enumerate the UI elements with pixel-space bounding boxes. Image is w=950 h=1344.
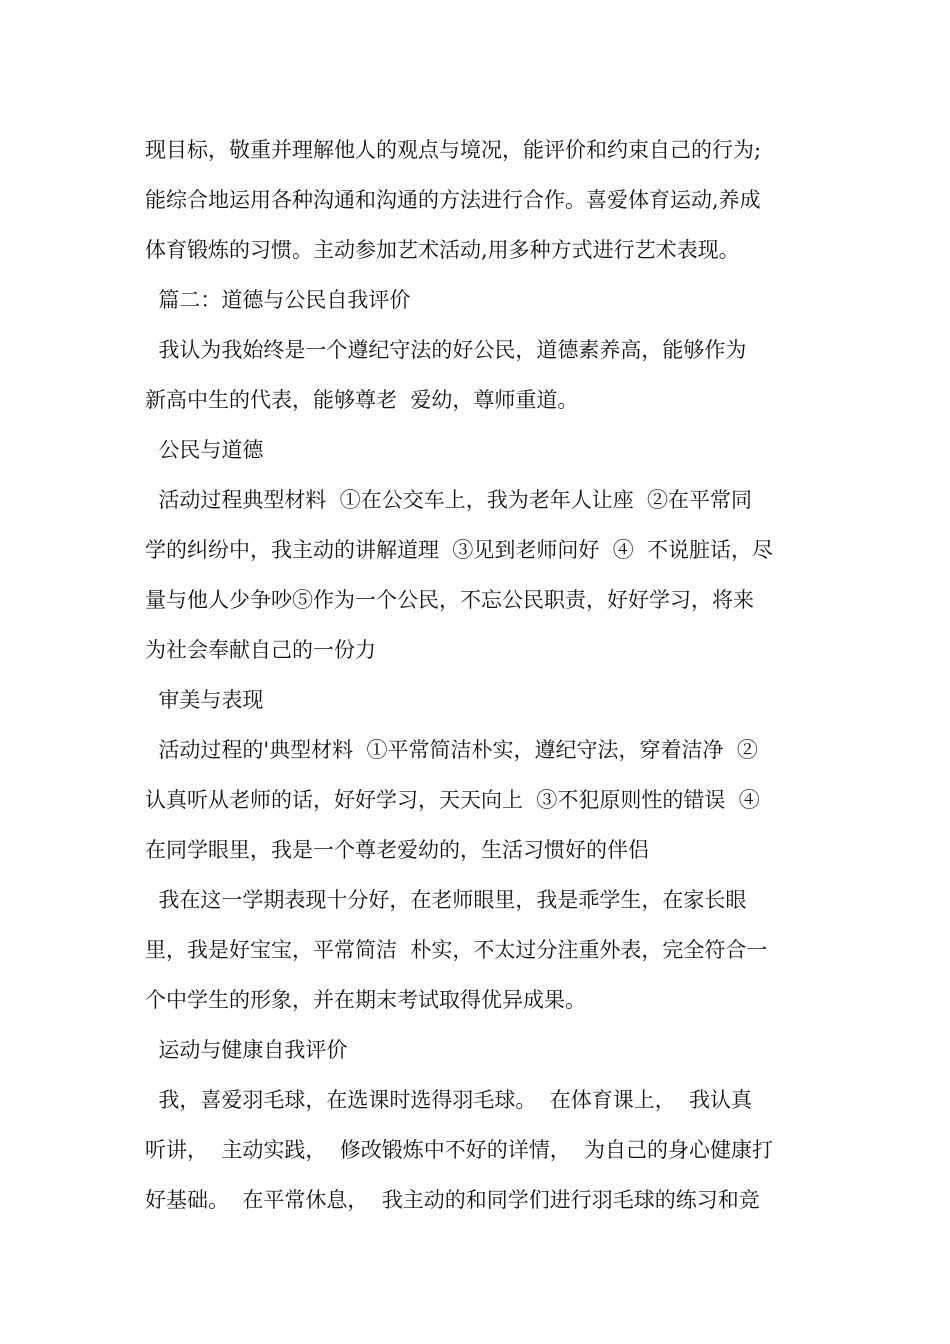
text-line: 好基础。 在平常休息， 我主动的和同学们进行羽毛球的练习和竞	[145, 1188, 760, 1212]
section-heading: 公民与道德	[145, 438, 264, 462]
text-line: 我认为我始终是一个遵纪守法的好公民，道德素养高，能够作为	[145, 338, 747, 362]
text-line: 里，我是好宝宝，平常简洁 朴实，不太过分注重外表，完全符合一	[145, 938, 768, 962]
text-line: 现目标，敬重并理解他人的观点与境况，能评价和约束自己的行为;	[145, 138, 762, 162]
text-line: 能综合地运用各种沟通和沟通的方法进行合作。喜爱体育运动,养成	[145, 188, 761, 212]
text-line: 我，喜爱羽毛球，在选课时选得羽毛球。 在体育课上， 我认真	[145, 1088, 753, 1112]
text-line: 量与他人少争吵⑤作为一个公民，不忘公民职责，好好学习，将来	[145, 588, 754, 612]
text-line: 新高中生的代表，能够尊老 爱幼，尊师重道。	[145, 388, 579, 412]
text-line: 听讲， 主动实践， 修改锻炼中不好的详情， 为自己的身心健康打	[145, 1138, 774, 1162]
text-line: 为社会奉献自己的一份力	[145, 638, 376, 662]
section-heading: 运动与健康自我评价	[145, 1038, 348, 1062]
text-line: 活动过程典型材料 ①在公交车上，我为老年人让座 ②在平常同	[145, 488, 753, 512]
text-line: 个中学生的形象，并在期末考试取得优异成果。	[145, 988, 586, 1012]
text-line: 认真听从老师的话，好好学习，天天向上 ③不犯原则性的错误 ④	[145, 788, 760, 812]
text-line: 在同学眼里，我是一个尊老爱幼的，生活习惯好的伴侣	[145, 838, 649, 862]
text-line: 活动过程的'典型材料 ①平常简洁朴实，遵纪守法，穿着洁净 ②	[145, 738, 758, 762]
text-line: 体育锻炼的习惯。主动参加艺术活动,用多种方式进行艺术表现。	[145, 238, 740, 262]
section-heading: 篇二：道德与公民自我评价	[145, 288, 411, 312]
text-line: 我在这一学期表现十分好，在老师眼里，我是乖学生，在家长眼	[145, 888, 747, 912]
section-heading: 审美与表现	[145, 688, 264, 712]
text-line: 学的纠纷中，我主动的讲解道理 ③见到老师问好 ④ 不说脏话，尽	[145, 538, 774, 562]
